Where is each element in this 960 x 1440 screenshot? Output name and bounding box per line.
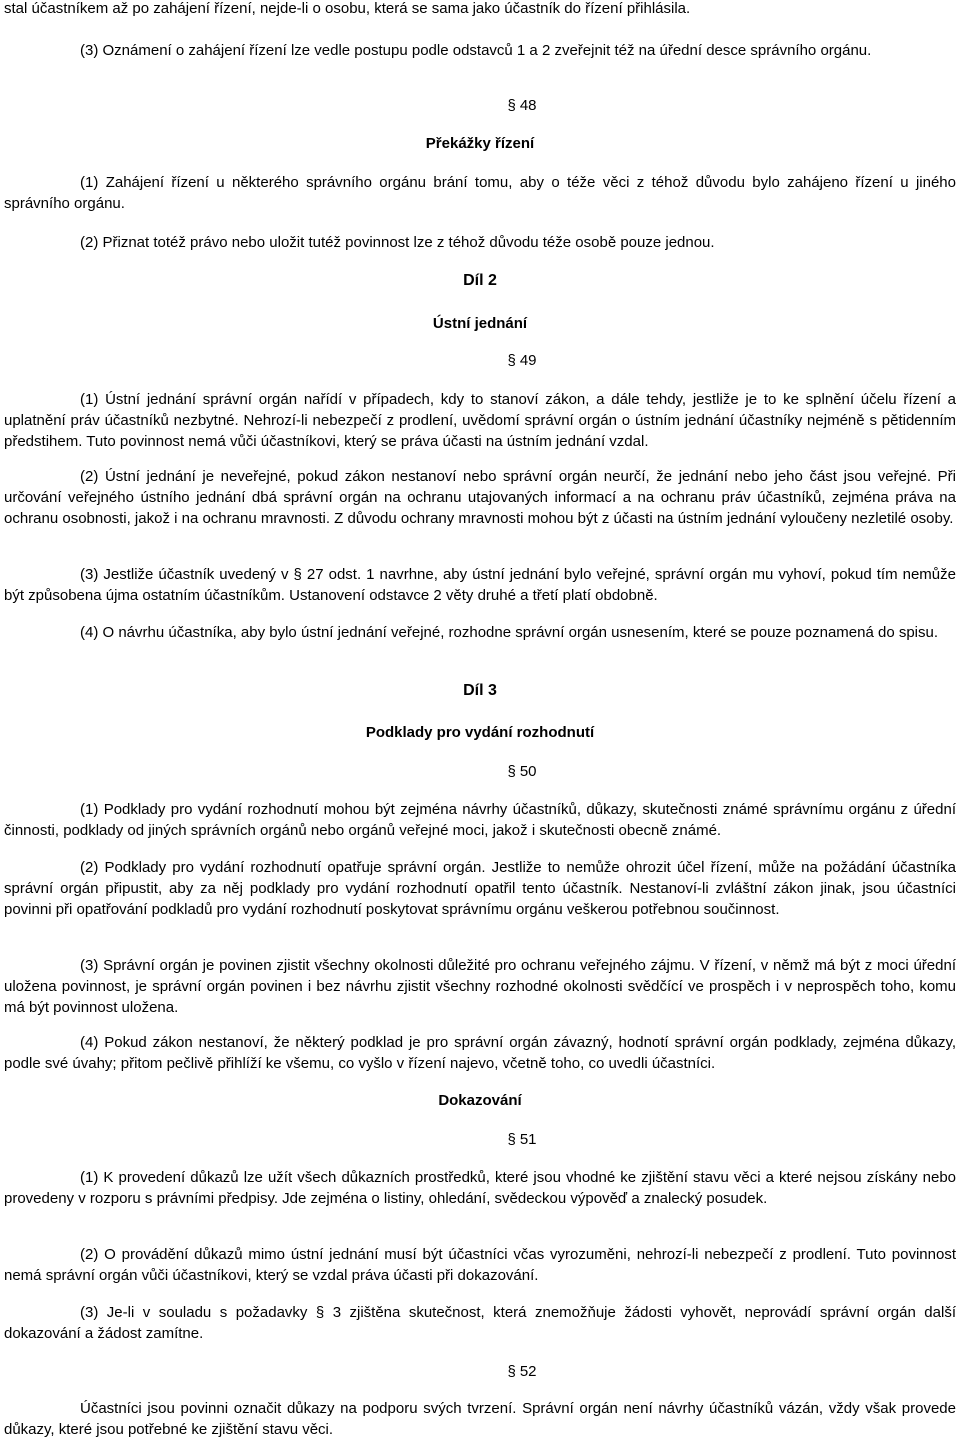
- section-51-number: [0, 1129, 960, 1150]
- paragraph-50-4: (4) Pokud zákon nestanoví, že některý podklad je pro správní orgán závazný, hodnotí správní orgán podklady, zejména důkazy, podle své úvahy; přitom pečlivě přihlíží ke všemu, co vyšlo v řízení najevo, včetně toho, co uvedli účastníci.: [4, 1034, 956, 1072]
- paragraph-50-1: (1) Podklady pro vydání rozhodnutí mohou být zejména návrhy účastníků, důkazy, skutečnosti známé správnímu orgánu z úřední činnosti, podklady od jiných správních orgánů nebo orgánů veřejné moci, jakož i skutečnosti obecně známé.: [4, 801, 956, 839]
- section-number: 50: [519, 763, 537, 780]
- section-number: 49: [519, 352, 537, 369]
- paragraph-47-fragment: stal účastníkem až po zahájení řízení, nejde-li o osobu, která se sama jako účastník do řízení přihlásila.: [4, 0, 691, 17]
- part-3-title: Podklady pro vydání rozhodnutí: [365, 724, 595, 741]
- paragraph-51-3: (3) Je-li v souladu s požadavky § 3 zjištěna skutečnost, která znemožňuje žádosti vyhovět, neprovádí správní orgán další dokazování a žádost zamítne.: [4, 1304, 956, 1342]
- section-symbol: §: [507, 763, 516, 780]
- section-symbol: §: [507, 1131, 516, 1148]
- section-52-number: [0, 1361, 960, 1382]
- paragraph-49-3: (3) Jestliže účastník uvedený v § 27 odst. 1 navrhne, aby ústní jednání bylo veřejné, správní orgán mu vyhoví, pokud tím nemůže být způsobena újma ostatním účastníkům. Ustanovení odstavce 2 věty druhé a třetí platí obdobně.: [4, 566, 956, 604]
- paragraph-51-2: (2) O provádění důkazů mimo ústní jednání musí být účastníci včas vyrozuměni, nehrozí-li nebezpečí z prodlení. Tuto povinnost nemá správní orgán vůči účastníkovi, který se vzdal práva účasti při dokazování.: [4, 1246, 956, 1284]
- paragraph-48-2: (2) Přiznat totéž právo nebo uložit tutéž povinnost lze z téhož důvodu téže osobě pouze jednou.: [80, 234, 715, 251]
- section-48-number: [0, 95, 960, 116]
- section-number: 52: [519, 1363, 537, 1380]
- paragraph-49-4: (4) O návrhu účastníka, aby bylo ústní jednání veřejné, rozhodne správní orgán usnesením, které se pouze poznamená do spisu.: [80, 624, 939, 641]
- paragraph-52: Účastníci jsou povinni označit důkazy na podporu svých tvrzení. Správní orgán není návrhy účastníků vázán, vždy však provede důkazy, které jsou potřebné ke zjištění stavu věci.: [4, 1400, 956, 1438]
- paragraph-50-2: (2) Podklady pro vydání rozhodnutí opatřuje správní orgán. Jestliže to nemůže ohrozit účel řízení, může na požádání účastníka správní orgán připustit, aby za něj podklady pro vydání rozhodnutí opatřil tento účastník. Nestanoví-li zvláštní zákon jinak, jsou účastníci povinni při opatřování podkladů pro vydání rozhodnutí poskytovat správnímu orgánu veškerou potřebnou součinnost.: [4, 859, 956, 918]
- section-48-title: Překážky řízení: [425, 135, 535, 152]
- section-50-number: [0, 761, 960, 782]
- paragraph-49-2: (2) Ústní jednání je neveřejné, pokud zákon nestanoví nebo správní orgán neurčí, že jednání nebo jeho část jsou veřejné. Při určování veřejného ústního jednání dbá správní orgán na ochranu utajovaných informací a na ochranu práv účastníků, zejména práva na ochranu osobnosti, jakož i na ochranu mravnosti. Z důvodu ochrany mravnosti mohou být z účasti na ústním jednání vyloučeny nezletilé osoby.: [4, 468, 956, 527]
- paragraph-50-3: (3) Správní orgán je povinen zjistit všechny okolnosti důležité pro ochranu veřejného zájmu. V řízení, v němž má být z moci úřední uložena povinnost, je správní orgán povinen i bez návrhu zjistit všechny rozhodné okolnosti svědčící ve prospěch i v neprospěch toho, komu má být povinnost uložena.: [4, 957, 956, 1016]
- paragraph-48-1: (1) Zahájení řízení u některého správního orgánu brání tomu, aby o téže věci z téhož důvodu bylo zahájeno řízení u jiného správního orgánu.: [4, 174, 956, 212]
- section-symbol: §: [507, 352, 516, 369]
- part-3-label: Díl 3: [463, 682, 497, 699]
- section-49-number: [0, 350, 960, 371]
- part-2-label: Díl 2: [463, 272, 497, 289]
- section-symbol: §: [507, 97, 516, 114]
- paragraph-47-3: (3) Oznámení o zahájení řízení lze vedle postupu podle odstavců 1 a 2 zveřejnit též na úřední desce správního orgánu.: [80, 42, 872, 59]
- section-number: 51: [519, 1131, 537, 1148]
- paragraph-49-1: (1) Ústní jednání správní orgán nařídí v případech, kdy to stanoví zákon, a dále tehdy, jestliže je to ke splnění účelu řízení a uplatnění práv účastníků nezbytné. Nehrozí-li nebezpečí z prodlení, uvědomí správní orgán o ústním jednání účastníky nejméně s pětidenním předstihem. Tuto povinnost nemá vůči účastníkovi, který se práva účasti na ústním jednání vzdal.: [4, 391, 956, 450]
- evidence-heading: Dokazování: [438, 1092, 522, 1109]
- section-number: 48: [519, 97, 537, 114]
- section-symbol: §: [507, 1363, 516, 1380]
- paragraph-51-1: (1) K provedení důkazů lze užít všech důkazních prostředků, které jsou vhodné ke zjištění stavu věci a které nejsou získány nebo provedeny v rozporu s právními předpisy. Jde zejména o listiny, ohledání, svědeckou výpověď a znalecký posudek.: [4, 1169, 956, 1207]
- part-2-title: Ústní jednání: [432, 315, 528, 332]
